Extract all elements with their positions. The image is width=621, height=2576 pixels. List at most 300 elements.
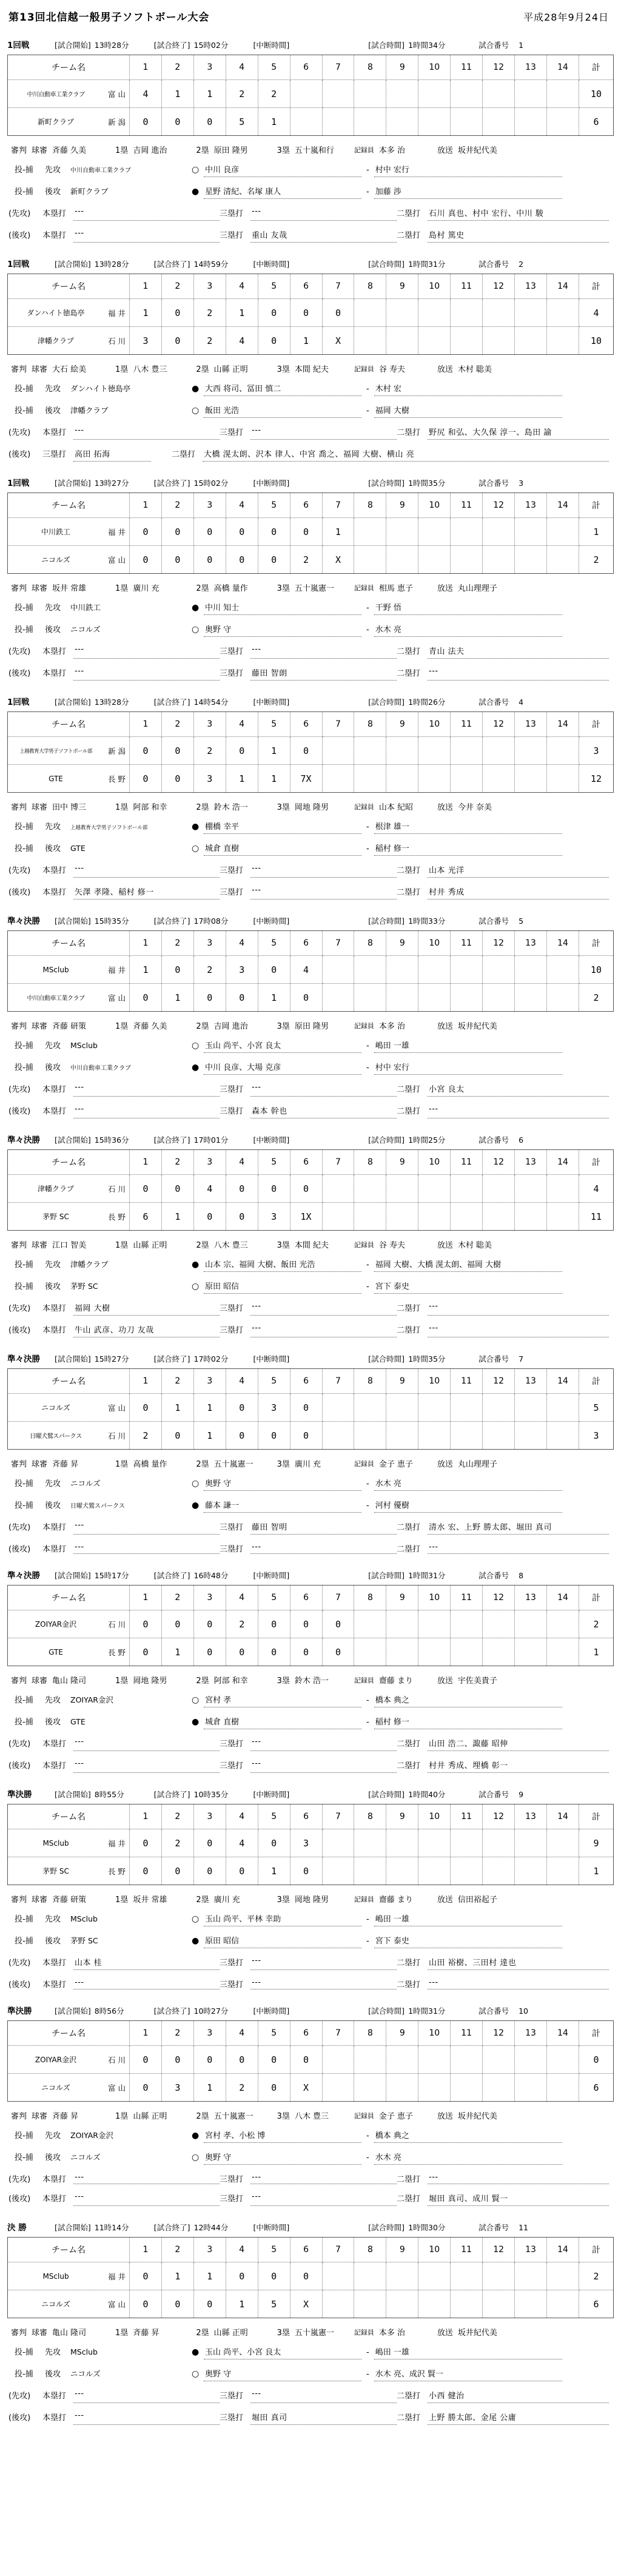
score-table: [7, 274, 614, 355]
round-label: 準々決勝: [7, 1135, 40, 1145]
battery-label: 投-捕: [15, 2131, 33, 2141]
long-hit-type-label: 三塁打: [220, 1740, 244, 1749]
inning-score-cell: 6: [130, 1203, 162, 1231]
battery-dash: -: [366, 625, 369, 634]
win-lose-mark: ○: [192, 165, 200, 175]
inning-header-cell: 6: [290, 1586, 322, 1610]
inning-score-cell: 0: [226, 1175, 258, 1203]
long-hit-players: ---: [250, 1956, 397, 1970]
inning-header-cell: 13: [515, 2238, 547, 2262]
inning-score-cell: 0: [226, 1203, 258, 1231]
long-hits-items: [42, 2389, 613, 2403]
long-hit-players: 青山 法夫: [428, 645, 609, 659]
inning-score-cell: [290, 80, 322, 108]
interruption-label: [中断時間]: [253, 2223, 290, 2232]
long-hit-type-label: 二塁打: [397, 888, 421, 897]
long-hits-line-top: [6, 864, 615, 878]
first-base-umpire-name: 斉藤 昇: [133, 2329, 159, 2338]
long-hit-players: 野尻 和弘、大久保 淳一、島田 諭: [428, 426, 609, 440]
battery-side: 後攻: [45, 1063, 61, 1072]
third-base-umpire-name: 五十嵐和行: [294, 146, 334, 155]
first-base-label: 1塁: [115, 1022, 129, 1031]
inning-score-cell: 0: [193, 518, 226, 546]
long-hit-item: [220, 886, 397, 900]
inning-score-cell: [354, 1203, 386, 1231]
battery-side: 先攻: [45, 604, 61, 613]
long-hits-side: (先攻): [8, 1523, 31, 1532]
inning-score-cell: [515, 737, 547, 765]
inning-header-cell: 11: [451, 2021, 483, 2046]
inning-score-cell: X: [322, 327, 354, 355]
third-base-umpire-name: 鈴木 浩一: [294, 1676, 329, 1686]
scorer-name: 谷 寿夫: [378, 1241, 406, 1250]
long-hit-players: ---: [428, 1542, 609, 1554]
battery-line-top: [6, 1693, 615, 1707]
long-hit-type-label: 二塁打: [397, 1107, 421, 1116]
inning-score-cell: [546, 2290, 579, 2318]
scorer-label: 記録員: [354, 1895, 374, 1903]
inning-score-cell: 0: [290, 984, 322, 1012]
inning-score-cell: 0: [258, 546, 290, 574]
inning-score-cell: 0: [161, 737, 193, 765]
duration-value: 1時間34分: [408, 41, 446, 50]
catchers: 橋本 典之: [374, 2129, 562, 2143]
inning-score-cell: [451, 1203, 483, 1231]
inning-score-cell: [322, 1422, 354, 1450]
inning-header-cell: 9: [386, 712, 418, 737]
long-hit-item: [397, 1083, 609, 1097]
battery-label: 投-捕: [15, 385, 33, 394]
third-base-label: 3塁: [277, 2112, 290, 2121]
inning-score-cell: 1: [161, 2262, 193, 2290]
inning-header-cell: 6: [290, 712, 322, 737]
inning-score-cell: 0: [193, 1610, 226, 1638]
long-hit-item: [397, 229, 609, 243]
long-hit-players: ---: [428, 1323, 609, 1337]
inning-header-cell: 12: [483, 931, 515, 956]
inning-score-cell: 0: [226, 984, 258, 1012]
inning-header-cell: 9: [386, 931, 418, 956]
long-hits-side: (後攻): [8, 1326, 31, 1335]
inning-score-cell: 0: [161, 518, 193, 546]
inning-header-cell: 10: [418, 2238, 451, 2262]
second-base-label: 2塁: [196, 1460, 209, 1469]
inning-score-cell: 0: [258, 956, 290, 984]
inning-score-cell: [354, 2046, 386, 2074]
long-hit-item: [220, 207, 397, 221]
start-label: [試合開始]: [55, 41, 91, 50]
battery-line-top: [6, 2129, 615, 2143]
inning-score-cell: 0: [130, 984, 162, 1012]
inning-header-cell: 14: [546, 1804, 579, 1829]
inning-header-cell: 13: [515, 2021, 547, 2046]
inning-score-cell: 0: [161, 108, 193, 136]
battery-label: 投-捕: [15, 844, 33, 853]
inning-score-cell: 0: [258, 327, 290, 355]
long-hit-type-label: 本塁打: [42, 428, 67, 437]
win-lose-mark: ○: [192, 844, 200, 853]
round-label: 1回戦: [7, 41, 30, 50]
long-hit-players: ---: [73, 1105, 220, 1118]
inning-header-cell: 9: [386, 1150, 418, 1175]
long-hits-side: (先攻): [8, 1304, 31, 1313]
plate-umpire-name: 斉藤 昇: [52, 1460, 79, 1469]
innings-header-row: [8, 274, 614, 299]
battery-label: 投-捕: [15, 2153, 33, 2162]
second-base-umpire-name: 廣川 充: [213, 1895, 240, 1905]
inning-header-cell: 1: [130, 1369, 162, 1394]
team-name: MSclub: [42, 1838, 69, 1848]
announcer-name: 坂井紀代美: [457, 1022, 497, 1031]
battery-team: GTE: [70, 844, 86, 853]
inning-score-cell: [322, 1857, 354, 1885]
inning-score-cell: 0: [258, 518, 290, 546]
second-base-umpire-name: 阿部 和幸: [213, 1676, 248, 1686]
battery-team: 茅野 SC: [70, 1936, 98, 1945]
battery-dash: -: [366, 1696, 369, 1705]
game-header: [7, 695, 615, 707]
pitchers: 玉山 尚平、平林 幸助: [204, 1912, 361, 1926]
inning-header-cell: 3: [193, 712, 226, 737]
long-hit-type-label: 本塁打: [42, 1761, 67, 1771]
long-hits-side: (先攻): [8, 1085, 31, 1094]
long-hit-item: [220, 1302, 397, 1316]
battery-line-bottom: [6, 404, 615, 418]
win-lose-mark: ○: [192, 1479, 200, 1488]
long-hit-type-label: 本塁打: [42, 231, 67, 240]
inning-score-cell: [386, 1203, 418, 1231]
long-hit-item: [220, 1759, 397, 1773]
inning-score-cell: 0: [258, 1175, 290, 1203]
inning-score-cell: [546, 518, 579, 546]
second-base-label: 2塁: [196, 1895, 209, 1905]
team-name-header: チーム名: [8, 931, 130, 956]
long-hit-type-label: 三塁打: [220, 428, 244, 437]
long-hit-type-label: 二塁打: [397, 428, 421, 437]
battery-line-top: [6, 601, 615, 615]
inning-score-cell: [322, 1175, 354, 1203]
third-base-umpire-name: 岡地 隆男: [294, 1895, 329, 1905]
win-lose-mark: ○: [192, 1914, 200, 1924]
inning-score-cell: [451, 1394, 483, 1422]
inning-header-cell: 8: [354, 1804, 386, 1829]
inning-header-cell: 5: [258, 1369, 290, 1394]
total-header-cell: 計: [579, 55, 614, 80]
long-hits-line-bottom: [6, 667, 615, 681]
score-table: [7, 1804, 614, 1885]
long-hits-line-top: [6, 1737, 615, 1751]
score-table: [7, 493, 614, 574]
plate-umpire-label: 球審: [32, 1460, 48, 1469]
inning-score-cell: [546, 546, 579, 574]
inning-header-cell: 7: [322, 1804, 354, 1829]
innings-header-row: [8, 1804, 614, 1829]
team-name-cell: [8, 984, 130, 1012]
total-header-cell: 計: [579, 1804, 614, 1829]
first-base-umpire-name: 斉藤 久美: [133, 1022, 167, 1031]
long-hit-players: 小宮 良太: [428, 1083, 609, 1097]
game-header: [7, 476, 615, 488]
battery-team: MSclub: [70, 1041, 98, 1050]
game-header: [7, 2221, 615, 2233]
team-prefecture: 石 川: [108, 1619, 126, 1629]
inning-header-cell: 12: [483, 493, 515, 518]
inning-score-cell: [418, 956, 451, 984]
long-hits-side: (後攻): [8, 1545, 31, 1554]
battery-team: 中川鉄工: [70, 603, 101, 612]
long-hit-item: [397, 1956, 609, 1970]
innings-header-row: [8, 712, 614, 737]
long-hit-type-label: 本塁打: [42, 1326, 67, 1335]
long-hits-line-top: [6, 1956, 615, 1970]
inning-header-cell: 1: [130, 493, 162, 518]
inning-score-cell: 0: [258, 1422, 290, 1450]
first-base-umpire-name: 岡地 隆男: [133, 1676, 167, 1686]
long-hit-type-label: 二塁打: [397, 669, 421, 678]
long-hit-type-label: 三塁打: [220, 209, 244, 218]
inning-header-cell: 8: [354, 931, 386, 956]
long-hit-players: ---: [73, 1521, 220, 1535]
third-base-label: 3塁: [277, 2329, 290, 2338]
inning-header-cell: 13: [515, 55, 547, 80]
long-hits-items: [42, 207, 613, 221]
inning-score-cell: [418, 984, 451, 1012]
long-hit-type-label: 二塁打: [172, 450, 196, 459]
announcer-name: 丸山理理子: [457, 1460, 497, 1469]
inning-header-cell: 14: [546, 2021, 579, 2046]
long-hit-players: ---: [73, 1083, 220, 1097]
inning-score-cell: 0: [290, 1857, 322, 1885]
long-hit-type-label: 本塁打: [42, 209, 67, 218]
pitchers: 原田 昭信: [204, 1934, 361, 1948]
long-hit-players: ---: [250, 645, 397, 659]
inning-score-cell: 0: [290, 1422, 322, 1450]
pitchers: 中川 知士: [204, 601, 361, 615]
inning-header-cell: 4: [226, 1804, 258, 1829]
inning-score-cell: [418, 1829, 451, 1857]
announcer-name: 宇佐美貴子: [457, 1676, 497, 1686]
long-hit-item: [42, 1083, 220, 1097]
game-number: 6: [519, 1135, 524, 1145]
battery-line-top: [6, 382, 615, 396]
catchers: 稲村 修一: [374, 842, 562, 856]
inning-score-cell: 0: [161, 1175, 193, 1203]
long-hits-line-bottom: [6, 1105, 615, 1118]
inning-score-cell: [483, 765, 515, 793]
end-label: [試合終了]: [153, 2223, 190, 2232]
inning-score-cell: 4: [226, 1829, 258, 1857]
long-hits-items: [42, 1956, 613, 1970]
total-header-cell: 計: [579, 1586, 614, 1610]
long-hit-type-label: 三塁打: [220, 231, 244, 240]
battery-line-top: [6, 820, 615, 834]
long-hit-players: ---: [73, 2411, 220, 2425]
long-hit-type-label: 二塁打: [397, 231, 421, 240]
inning-header-cell: 11: [451, 712, 483, 737]
long-hits-side: (後攻): [8, 1107, 31, 1116]
game-header: [7, 914, 615, 926]
interruption-label: [中断時間]: [253, 2006, 290, 2016]
inning-header-cell: 8: [354, 2021, 386, 2046]
second-base-label: 2塁: [196, 2112, 209, 2121]
team-name-cell: [8, 518, 130, 546]
scorer-name: 本多 治: [378, 146, 406, 155]
team-total-cell: 9: [579, 1829, 614, 1857]
second-base-umpire-name: 八木 豊三: [213, 1241, 248, 1250]
inning-score-cell: 0: [130, 518, 162, 546]
umpire-line: [6, 1458, 615, 1469]
second-base-umpire-name: 山縣 正明: [213, 2329, 248, 2338]
inning-score-cell: 1X: [290, 1203, 322, 1231]
inning-header-cell: 9: [386, 55, 418, 80]
duration-value: 1時間35分: [408, 479, 446, 488]
battery-label: 投-捕: [15, 1501, 33, 1510]
inning-score-cell: [451, 765, 483, 793]
duration-label: [試合時間]: [368, 1354, 405, 1364]
third-base-umpire-name: 岡地 隆男: [294, 803, 329, 812]
long-hit-players: ---: [250, 2389, 397, 2403]
inning-header-cell: 2: [161, 712, 193, 737]
battery-team: ダンハイト徳島亭: [70, 384, 131, 393]
long-hits-side: (後攻): [8, 2413, 31, 2423]
battery-line-bottom: [6, 842, 615, 856]
battery-label: 投-捕: [15, 1282, 33, 1291]
inning-score-cell: [515, 1175, 547, 1203]
long-hit-type-label: 本塁打: [42, 1107, 67, 1116]
second-base-label: 2塁: [196, 1022, 209, 1031]
inning-score-cell: [451, 299, 483, 327]
end-label: [試合終了]: [153, 1571, 190, 1580]
battery-dash: -: [366, 1260, 369, 1270]
game-number-label: 試合番号: [478, 1354, 509, 1364]
inning-score-cell: 2: [193, 299, 226, 327]
end-label: [試合終了]: [153, 260, 190, 269]
pitchers: 大西 将司、冨田 慎二: [204, 382, 361, 396]
umpire-line: [6, 144, 615, 155]
battery-side: 先攻: [45, 1479, 61, 1488]
inning-score-cell: [546, 80, 579, 108]
long-hits-items: [42, 426, 613, 440]
team-total-cell: 2: [579, 2262, 614, 2290]
inning-score-cell: [483, 2290, 515, 2318]
long-hit-item: [42, 229, 220, 243]
umpire-line: [6, 363, 615, 374]
duration-label: [試合時間]: [368, 1571, 405, 1580]
inning-score-cell: [386, 327, 418, 355]
inning-header-cell: 10: [418, 712, 451, 737]
battery-dash: -: [366, 1063, 369, 1072]
inning-score-cell: 4: [226, 327, 258, 355]
long-hit-players: 堀田 真司: [250, 2411, 397, 2425]
second-base-label: 2塁: [196, 365, 209, 374]
long-hit-players: ---: [250, 1542, 397, 1554]
win-lose-mark: ●: [192, 187, 200, 197]
inning-score-cell: 0: [130, 2046, 162, 2074]
win-lose-mark: ○: [192, 1041, 200, 1051]
inning-score-cell: [354, 1175, 386, 1203]
first-base-label: 1塁: [115, 2329, 129, 2338]
inning-score-cell: [386, 737, 418, 765]
long-hit-item: [220, 864, 397, 878]
game-number: 4: [519, 698, 524, 707]
team-name: 中川自動車工業クラブ: [27, 995, 85, 1002]
long-hit-item: [220, 1737, 397, 1751]
inning-score-cell: [451, 1610, 483, 1638]
long-hit-type-label: 二塁打: [397, 1959, 421, 1968]
inning-header-cell: 7: [322, 931, 354, 956]
inning-score-cell: 0: [322, 299, 354, 327]
long-hits-side: (後攻): [8, 888, 31, 897]
team-row: [8, 1394, 614, 1422]
inning-score-cell: 2: [193, 737, 226, 765]
team-row: [8, 546, 614, 574]
round-label: 1回戦: [7, 698, 30, 707]
plate-umpire-name: 坂井 常雄: [52, 584, 87, 593]
game-number: 10: [519, 2006, 528, 2016]
inning-score-cell: [483, 2046, 515, 2074]
battery-dash: -: [366, 1501, 369, 1510]
team-total-cell: 1: [579, 518, 614, 546]
long-hit-type-label: 本塁打: [42, 1523, 67, 1532]
inning-score-cell: 0: [226, 2046, 258, 2074]
inning-header-cell: 4: [226, 55, 258, 80]
inning-header-cell: 5: [258, 1150, 290, 1175]
end-time: 10時27分: [193, 2006, 229, 2016]
team-name: 茅野 SC: [42, 1212, 69, 1221]
long-hit-type-label: 三塁打: [220, 888, 244, 897]
inning-header-cell: 6: [290, 2021, 322, 2046]
inning-score-cell: 0: [258, 1638, 290, 1666]
inning-score-cell: 0: [226, 737, 258, 765]
first-base-label: 1塁: [115, 1895, 129, 1905]
catchers: 村中 宏行: [374, 1061, 562, 1075]
catchers: 水木 亮: [374, 2151, 562, 2165]
inning-score-cell: [322, 737, 354, 765]
long-hit-type-label: 本塁打: [42, 1980, 67, 1989]
third-base-label: 3塁: [277, 1460, 290, 1469]
inning-score-cell: 1: [226, 2290, 258, 2318]
team-name: GTE: [49, 1647, 63, 1656]
inning-score-cell: 1: [226, 299, 258, 327]
long-hit-players: ---: [250, 1083, 397, 1097]
umpire-label: 審判: [11, 2112, 27, 2121]
team-total-cell: 10: [579, 956, 614, 984]
inning-score-cell: [483, 984, 515, 1012]
battery-label: 投-捕: [15, 1260, 33, 1270]
inning-score-cell: [546, 1638, 579, 1666]
end-label: [試合終了]: [153, 1135, 190, 1145]
long-hits-items: [42, 645, 613, 659]
inning-score-cell: 0: [258, 2074, 290, 2102]
inning-score-cell: [546, 984, 579, 1012]
battery-side: 先攻: [45, 1915, 61, 1924]
inning-score-cell: 0: [290, 737, 322, 765]
first-base-umpire-name: 山縣 正明: [133, 1241, 167, 1250]
battery-line-bottom: [6, 185, 615, 199]
inning-score-cell: [354, 518, 386, 546]
inning-score-cell: [386, 2074, 418, 2102]
catchers: 水木 亮、成沢 賢一: [374, 2367, 562, 2381]
battery-line-top: [6, 163, 615, 177]
game-number-label: 試合番号: [478, 916, 509, 926]
start-label: [試合開始]: [55, 2006, 91, 2016]
inning-score-cell: 1: [161, 984, 193, 1012]
interruption-label: [中断時間]: [253, 1135, 290, 1145]
long-hit-item: [397, 1737, 609, 1751]
scorer-label: 記録員: [354, 802, 374, 811]
inning-score-cell: 0: [130, 2290, 162, 2318]
long-hit-type-label: 二塁打: [397, 1980, 421, 1989]
